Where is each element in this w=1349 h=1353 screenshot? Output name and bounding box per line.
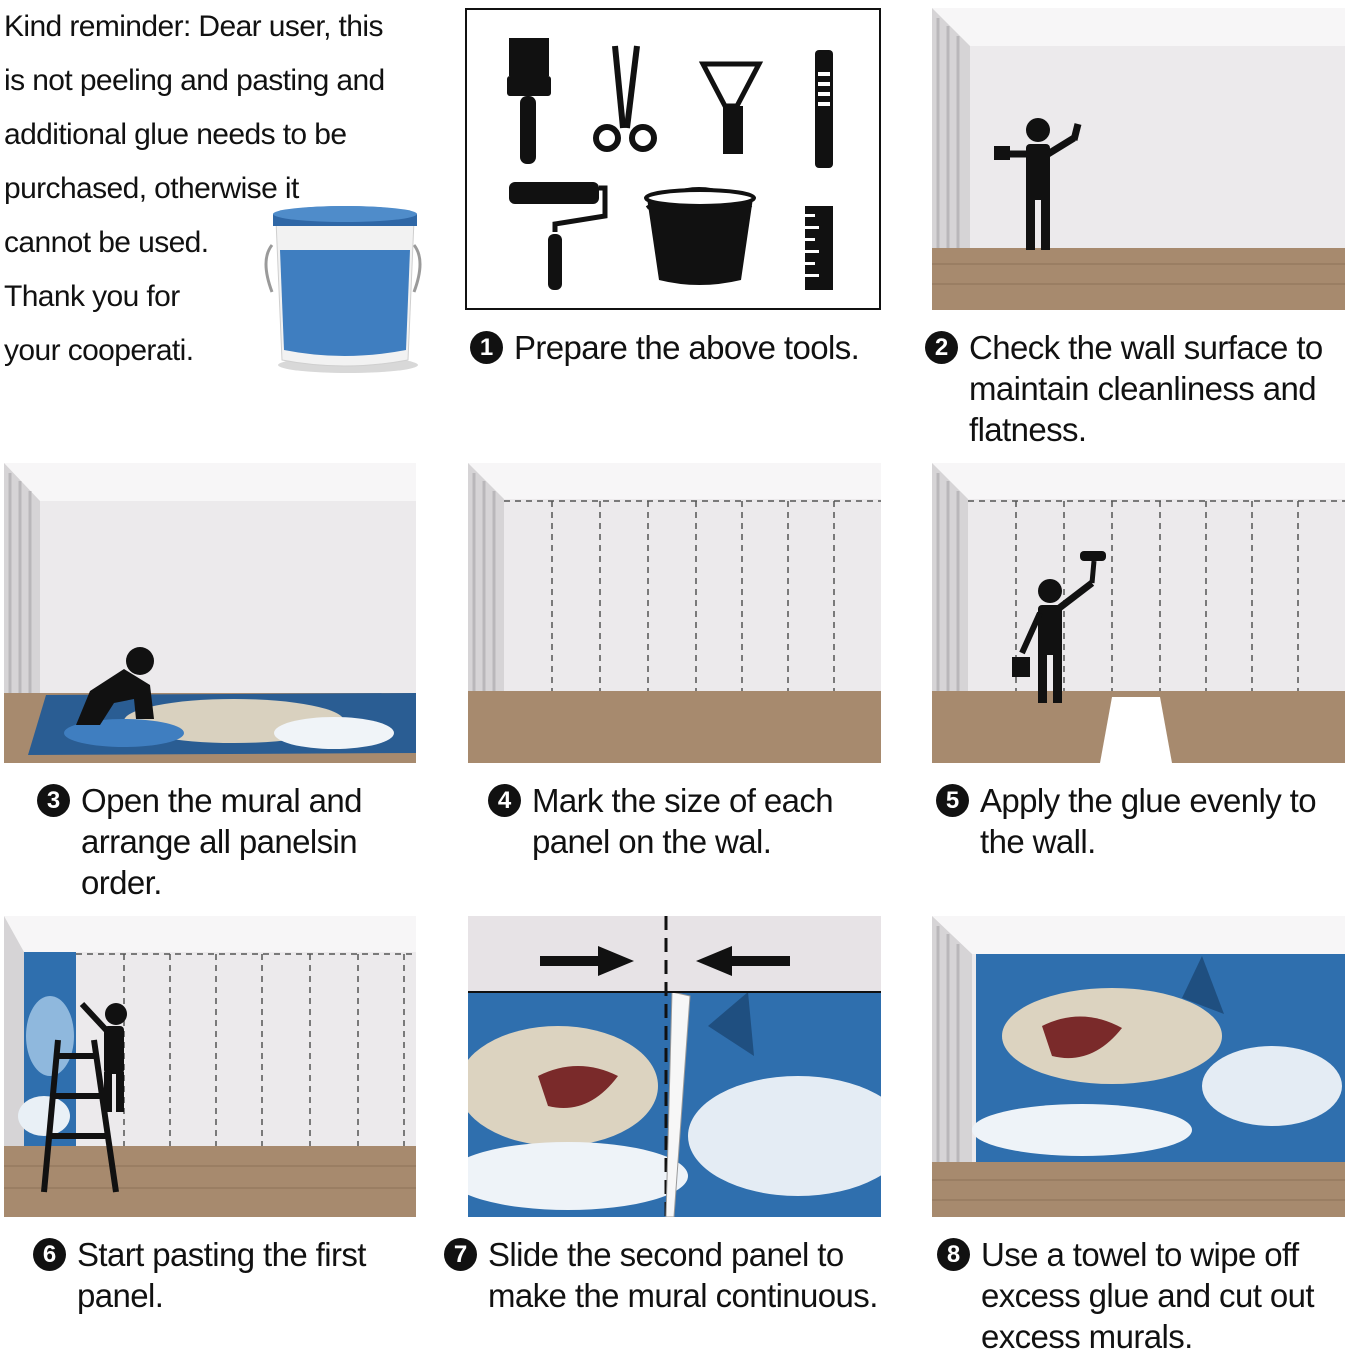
caption-line: Mark the size of each <box>532 782 834 819</box>
step3-caption <box>37 780 437 905</box>
reminder-line: purchased, otherwise it <box>4 172 299 205</box>
step-number-badge: 4 <box>488 784 521 817</box>
step-number-badge: 8 <box>937 1238 970 1271</box>
caption-line: arrange all panelsin <box>81 823 358 860</box>
step4-caption <box>488 780 888 865</box>
step-number-badge: 2 <box>925 331 958 364</box>
step8-caption <box>937 1234 1349 1353</box>
caption-line: Use a towel to wipe off <box>981 1236 1299 1273</box>
utility-knife-icon <box>815 50 833 168</box>
reminder-line: cannot be used. <box>4 226 209 259</box>
caption-line: make the mural continuous. <box>488 1277 878 1314</box>
caption-line: order. <box>81 864 162 901</box>
paint-roller-icon <box>509 182 605 290</box>
reminder-line: additional glue needs to be <box>4 118 347 151</box>
glue-paper-strip <box>1100 697 1172 763</box>
caption-line: the wall. <box>980 823 1096 860</box>
caption-line: maintain cleanliness and <box>969 370 1316 407</box>
reminder-line: Thank you for <box>4 280 180 313</box>
step7-mural-image <box>468 916 881 1217</box>
caption-line: Slide the second panel to <box>488 1236 844 1273</box>
caption-line: Start pasting the first <box>77 1236 366 1273</box>
caption-line: panel. <box>77 1277 164 1314</box>
reminder-line: is not peeling and pasting and <box>4 64 385 97</box>
step5-room-image <box>932 463 1345 763</box>
scissors-icon <box>596 46 654 149</box>
step2-room-image <box>932 8 1345 310</box>
bucket-icon <box>646 189 754 285</box>
reminder-line: your cooperati. <box>4 334 194 367</box>
caption-line: Apply the glue evenly to <box>980 782 1316 819</box>
step-number-badge: 1 <box>470 331 503 364</box>
reminder-line: Kind reminder: Dear user, this <box>4 10 383 43</box>
caption-line: excess glue and cut out <box>981 1277 1314 1314</box>
ruler-icon <box>805 206 833 290</box>
step3-room-image <box>4 463 416 763</box>
caption-line: flatness. <box>969 411 1087 448</box>
step-number-badge: 6 <box>33 1238 66 1271</box>
step-number-badge: 7 <box>444 1238 477 1271</box>
glue-bucket-image <box>262 200 432 375</box>
step-number-badge: 3 <box>37 784 70 817</box>
caption-line: Check the wall surface to <box>969 329 1323 366</box>
scraper-icon <box>703 64 759 154</box>
caption-line: Open the mural and <box>81 782 362 819</box>
tools-panel <box>465 8 881 310</box>
step5-caption <box>936 780 1349 865</box>
caption-line: panel on the wal. <box>532 823 772 860</box>
caption-line: Prepare the above tools. <box>514 329 860 366</box>
step7-caption <box>444 1234 916 1319</box>
step2-caption <box>925 327 1349 452</box>
step6-room-image <box>4 916 416 1217</box>
caption-line: excess murals. <box>981 1318 1193 1353</box>
step1-caption <box>470 327 890 372</box>
step-number-badge: 5 <box>936 784 969 817</box>
step6-caption <box>33 1234 433 1319</box>
step8-room-image <box>932 916 1345 1217</box>
step4-room-image <box>468 463 881 763</box>
paint-brush-icon <box>507 38 551 164</box>
finished-mural <box>972 954 1345 1162</box>
